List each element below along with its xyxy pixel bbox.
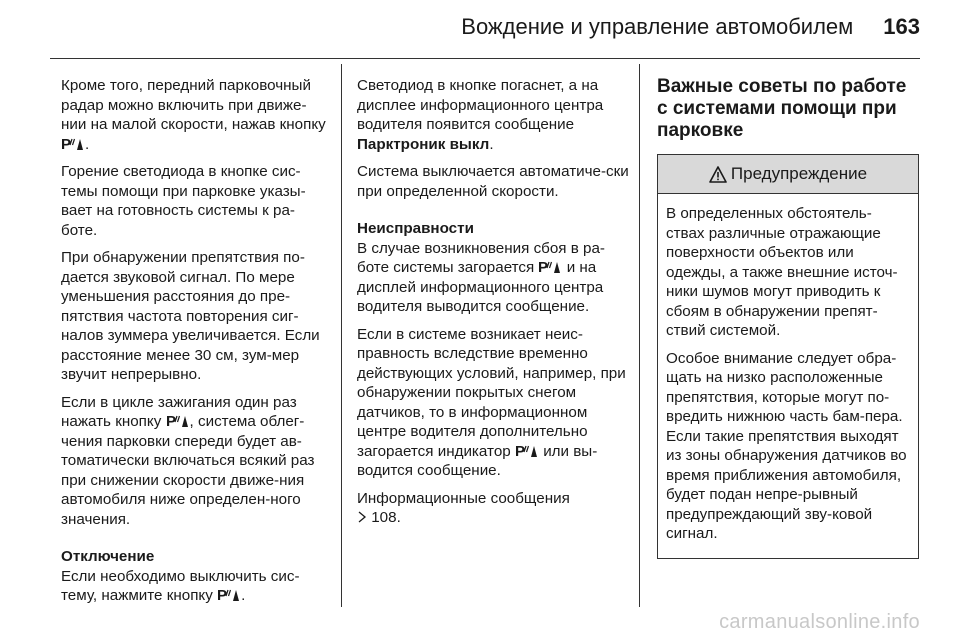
warning-body — [658, 194, 918, 558]
watermark: carmanualsonline.info — [719, 611, 920, 633]
parking-assist-icon — [166, 413, 190, 428]
parking-assist-icon — [61, 136, 85, 151]
col2-section-fault: Неисправности В случае возникновения сбоя в ра-боте системы загорается P и на дисплей информационного центра водителя выводится сообщение. — [357, 219, 629, 317]
col1-p1-text: Кроме того, передний парковочный радар можно включить при движе-нии на малой скорости, нажав кнопку — [61, 77, 326, 133]
svg-text:P: P — [61, 135, 72, 151]
column-divider-2 — [639, 64, 640, 607]
section-heading: Важные советы по работе с системами помощи при парковке — [657, 76, 907, 141]
page-number: 163 — [883, 14, 920, 39]
column-3 — [657, 76, 919, 559]
warning-paragraph-2: Особое внимание следует обра-щать на низко расположенные препятствия, которые могут по-вредить нижнюю часть бам-пера. Если такие препятствия выходят из зоны обнаружения датчиков во время приближения автомобиля, будет подан непре-рывный предупреждающий зву-ковой сигнал. — [666, 349, 907, 542]
col1-paragraph-2: Горение светодиода в кнопке сис-темы помощи при парковке указы-вает на готовность системы к ра-боте. — [61, 163, 306, 239]
warning-paragraph-1: В определенных обстоятель-ствах различные отражающие поверхности объектов или одежды, а также внешние источ-ники шумов могут приводить к сбоям в обнаружении препят-ствий системой. — [666, 205, 898, 339]
parking-assist-icon — [217, 587, 241, 602]
subheading-fault: Неисправности — [357, 220, 474, 237]
col1-section-off: Отключение Если необходимо выключить сис-тему, нажмите кнопку P . — [61, 547, 331, 606]
message-parktronic-off: Парктроник выкл — [357, 135, 490, 153]
col2-paragraph-4: Если в системе возникает неис-правность вследствие временно действующих условий, например, при обнаружении покрытых снегом датчиков, то в информационном центре водителя дополнительно загорается индикатор P или вы-водится сообщение. — [357, 325, 626, 479]
header-divider — [50, 58, 920, 59]
col1-paragraph-3: При обнаружении препятствия по-дается звуковой сигнал. По мере уменьшения расстояния до пре-пятствия частота повторения сиг-налов зуммера увеличивается. Если расстояние менее 30 см, зум-мер звучит непрерывно. — [61, 249, 320, 383]
column-2 — [357, 76, 629, 536]
svg-text:P: P — [538, 259, 549, 274]
warning-box — [657, 154, 919, 559]
parking-assist-icon — [538, 259, 562, 274]
svg-text:P: P — [514, 442, 525, 458]
col1-paragraph-1: Кроме того, передний парковочный радар можно включить при движе-нии на малой скорости, нажав кнопку P . — [61, 77, 326, 153]
page-title: Вождение и управление автомобилем — [461, 14, 854, 39]
cross-reference-icon — [357, 511, 367, 523]
warning-header — [658, 155, 918, 194]
page-header — [40, 14, 920, 40]
col2-paragraph-1: Светодиод в кнопке погаснет, а на дисплее информационного центра водителя появится сообщение Парктроник выкл. — [357, 77, 604, 153]
col1-paragraph-4: Если в цикле зажигания один раз нажать кнопку P , система облег-чения парковки спереди будет ав-томатически включаться всякий раз при снижении скорости движе-ния автомобиля ниже определен-ного значения. — [61, 393, 315, 528]
warning-icon — [709, 166, 727, 183]
column-divider-1 — [341, 64, 342, 607]
col2-paragraph-5: Информационные сообщения 108. — [357, 489, 570, 526]
subheading-off: Отключение — [61, 548, 155, 565]
parking-assist-icon — [515, 443, 539, 458]
svg-text:P: P — [165, 413, 176, 428]
page-reference-link[interactable]: 108. — [371, 509, 401, 526]
col2-paragraph-2: Система выключается автоматиче-ски при определенной скорости. — [357, 163, 629, 200]
svg-text:P: P — [217, 587, 228, 602]
warning-title: Предупреждение — [730, 164, 868, 184]
column-1 — [61, 76, 331, 614]
